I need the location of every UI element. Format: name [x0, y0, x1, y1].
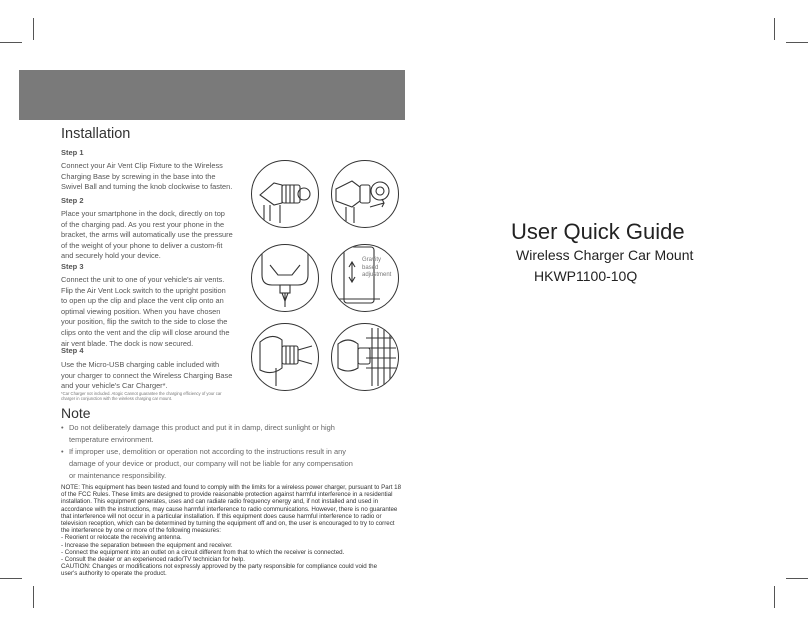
step-4-text: Use the Micro-USB charging cable included with your charger to connect the Wireless Charging Base and your vehicle's Car Charger*.: [61, 360, 233, 391]
model-number: HKWP1100-10Q: [534, 268, 638, 284]
header-bar: [19, 70, 405, 120]
guide-title: User Quick Guide: [511, 219, 685, 244]
gravity-adjustment-label: Gravity based adjustment: [362, 257, 392, 278]
product-name: Wireless Charger Car Mount: [516, 247, 694, 263]
step-3-title: Step 3: [61, 262, 84, 271]
step-2-illustration-dock: [251, 244, 319, 312]
note-bullet: • If improper use, demolition or operation not according to the instructions result in any damage of your device or product, our company will not be liable for any compensation or maintenance responsibility.: [61, 447, 353, 480]
note-heading: Note: [61, 405, 91, 421]
step-4-title: Step 4: [61, 346, 84, 355]
step-1-illustration-knob: [331, 160, 399, 228]
car-charger-footnote: *Car Charger not included. Atogic Cannot guarantee the charging efficiency of your car charger in conjunction with the wireless charging car mount.: [61, 391, 222, 402]
bullet-dot: •: [61, 423, 64, 432]
crop-mark: [0, 578, 22, 579]
step-2-text: Place your smartphone in the dock, directly on top of the charging pad. As you rest your phone in the bracket, the arms will automatically use the pressure of the weight of your phone to deliver a custom-fit and securely hold your device.: [61, 209, 233, 261]
step-1-illustration-base: [251, 160, 319, 228]
installation-heading: Installation: [61, 126, 131, 142]
step-3-text: Connect the unit to one of your vehicle's air vents. Flip the Air Vent Lock switch to the upright position to open up the clip and place the vent clip onto an optimal viewing position. When you have chosen your position, flip the switch to the side to close the clips onto the vent and the clip will close around the air vent blade. The dock is now secured.: [61, 275, 230, 348]
step-1-title: Step 1: [61, 148, 84, 157]
bullet-dot: •: [61, 447, 64, 456]
fcc-compliance-notice: NOTE: This equipment has been tested and found to comply with the limits for a wireless power charger, pursuant to Part 18 of the FCC Rules. These limits are designed to provide reasonable protection against harmful interference in a residential installation. This equipment generates, uses and can radiate radio frequency energy and, if not installed and used in accordance with the instructions, may cause harmful interference to radio communications. However, there is no guarantee that interference will not occur in a particular installation. If this equipment does cause harmful interference to radio or television reception, which can be determined by turning the equipment off and on, the user is encouraged to try to correct the interference by one or more of the following measures: - Reorient or relocate the receiving antenna. - Increase the separation between the equipment and receiver. - Connect the equipment into an outlet on a circuit different from that to which the receiver is connected. - Consult the dealer or an experienced radio/TV technician for help. CAUTION: Changes or modifications not expressly approved by the party responsible for compliance could void the user's authority to operate the product.: [61, 484, 402, 578]
crop-mark: [33, 18, 34, 40]
crop-mark: [774, 18, 775, 40]
step-3-illustration-vent-mounted: [331, 323, 399, 391]
step-1-text: Connect your Air Vent Clip Fixture to the Wireless Charging Base by screwing in the base into the Swivel Ball and turning the knob clockwise to fasten.: [61, 161, 233, 192]
crop-mark: [786, 42, 808, 43]
note-bullet: • Do not deliberately damage this product and put it in damp, direct sunlight or high temperature environment.: [61, 423, 335, 444]
step-2-title: Step 2: [61, 196, 84, 205]
crop-mark: [786, 578, 808, 579]
step-3-illustration-vent-clip: [251, 323, 319, 391]
crop-mark: [0, 42, 22, 43]
crop-mark: [774, 586, 775, 608]
crop-mark: [33, 586, 34, 608]
